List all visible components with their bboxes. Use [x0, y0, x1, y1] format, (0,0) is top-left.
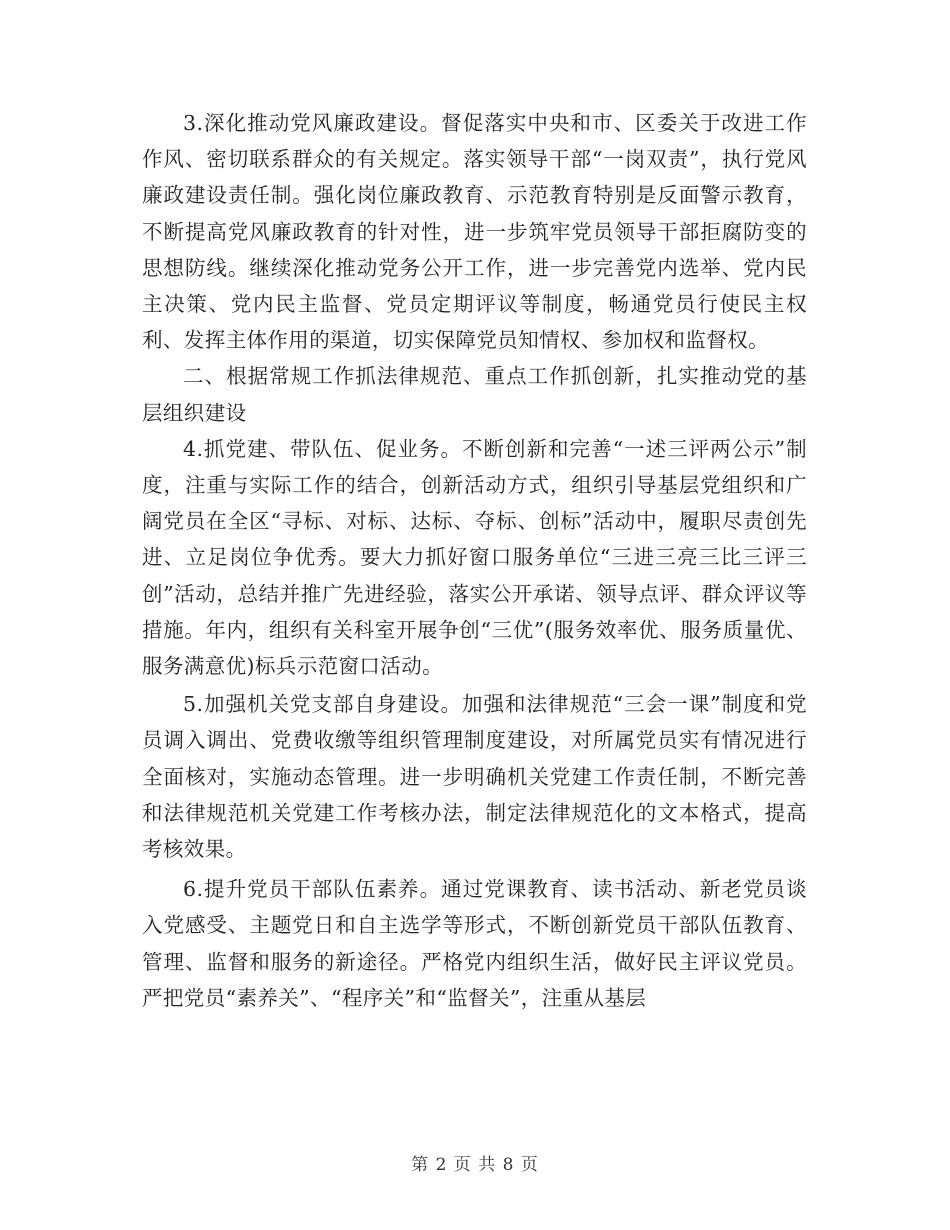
- document-body: [142, 105, 807, 1016]
- paragraph-5: 5.加强机关党支部自身建设。加强和法律规范“三会一课”制度和党员调入调出、党费收缴等组织管理制度建设，对所属党员实有情况进行全面核对，实施动态管理。进一步明确机关党建工作责任制，不断完善和法律规范机关党建工作考核办法，制定法律规范化的文本格式，提高考核效果。: [142, 692, 807, 862]
- paragraph-4: 4.抓党建、带队伍、促业务。不断创新和完善“一述三评两公示”制度，注重与实际工作的结合，创新活动方式，组织引导基层党组织和广阔党员在全区“寻标、对标、达标、夺标、创标”活动中，履职尽责创先进、立足岗位争优秀。要大力抓好窗口服务单位“三进三亮三比三评三创”活动，总结并推广先进经验，落实公开承诺、领导点评、群众评议等措施。年内，组织有关科室开展争创“三优”(服务效率优、服务质量优、服务满意优)标兵示范窗口活动。: [142, 436, 807, 679]
- paragraph-6: 6.提升党员干部队伍素养。通过党课教育、读书活动、新老党员谈入党感受、主题党日和自主选学等形式，不断创新党员干部队伍教育、管理、监督和服务的新途径。严格党内组织生活，做好民主评议党员。严把党员“素养关”、“程序关”和“监督关”，注重从基层: [142, 877, 807, 1010]
- paragraph-3: 3.深化推动党风廉政建设。督促落实中央和市、区委关于改进工作作风、密切联系群众的有关规定。落实领导干部“一岗双责”，执行党风廉政建设责任制。强化岗位廉政教育、示范教育特别是反面警示教育，不断提高党风廉政教育的针对性，进一步筑牢党员领导干部拒腐防变的思想防线。继续深化推动党务公开工作，进一步完善党内选举、党内民主决策、党内民主监督、党员定期评议等制度，畅通党员行使民主权利、发挥主体作用的渠道，切实保障党员知情权、参加权和监督权。: [142, 111, 807, 353]
- section-heading-2: 二、根据常规工作抓法律规范、重点工作抓创新，扎实推动党的基层组织建设: [142, 364, 807, 425]
- page-footer: 第 2 页 共 8 页: [411, 1155, 539, 1175]
